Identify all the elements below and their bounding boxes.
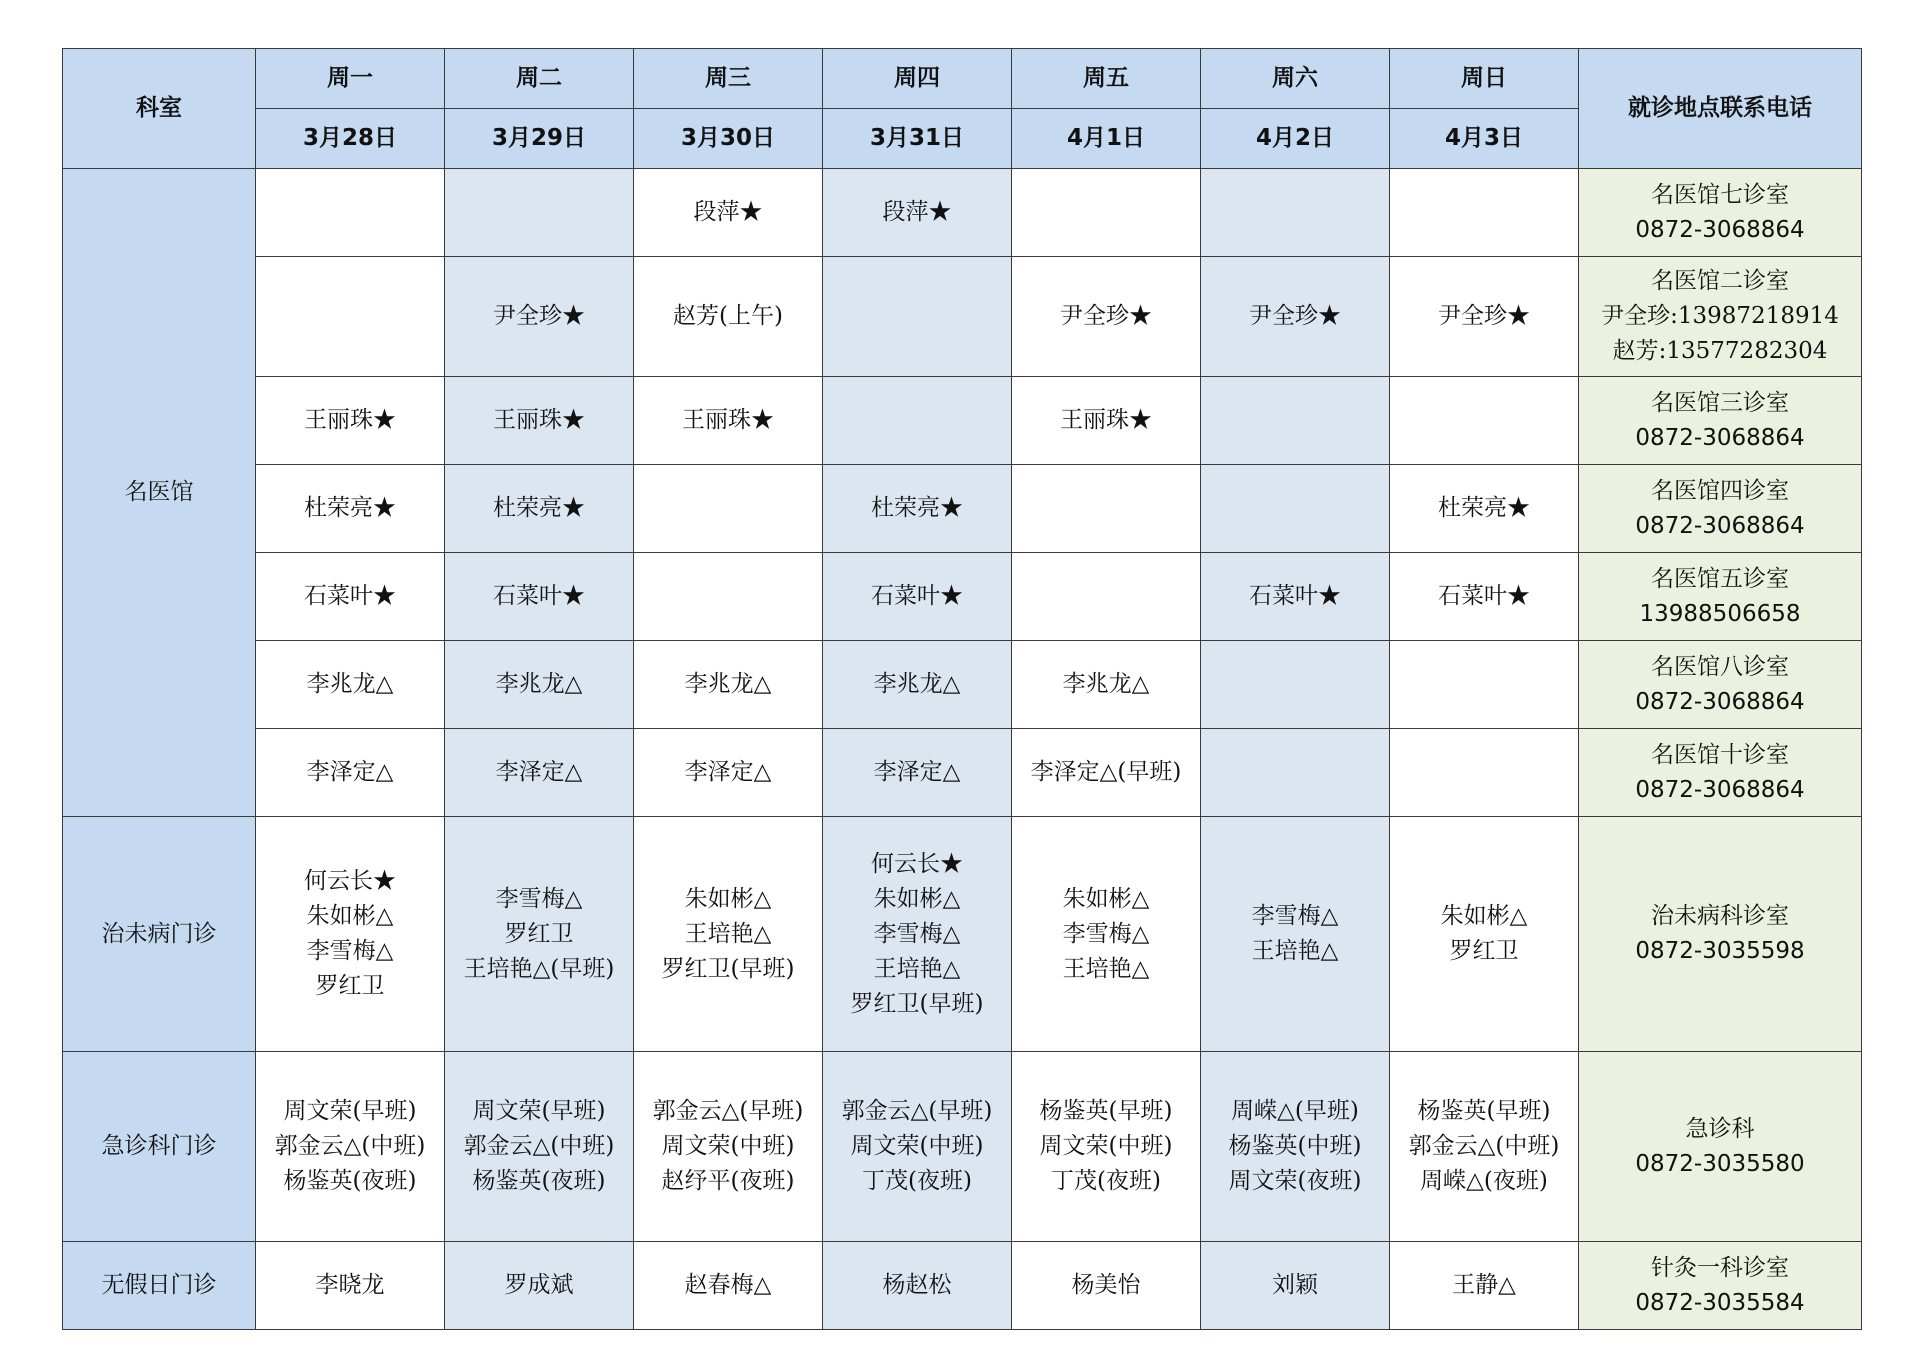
duty-cell xyxy=(1201,169,1390,257)
duty-cell xyxy=(256,817,445,1052)
doctor-name: 周文荣(夜班) xyxy=(1228,1168,1362,1194)
contact-phone: 0872-3068864 xyxy=(1635,424,1805,451)
duty-cell xyxy=(445,553,634,641)
doctor-name: 杨鉴英(早班) xyxy=(1417,1098,1551,1124)
doctor-name: 石菜叶★ xyxy=(1438,583,1530,609)
duty-cell xyxy=(1012,377,1201,465)
date-header: 3月28日 xyxy=(256,109,445,169)
room-name: 针灸一科诊室 xyxy=(1651,1254,1789,1281)
doctor-name: 段萍★ xyxy=(693,199,763,225)
date-header: 3月29日 xyxy=(445,109,634,169)
duty-cell xyxy=(1012,257,1201,377)
doctor-name: 杨鉴英(中班) xyxy=(1228,1133,1362,1159)
duty-cell xyxy=(634,1052,823,1242)
roster-row xyxy=(63,553,1862,641)
weekday-header: 周四 xyxy=(823,49,1012,109)
doctor-name: 尹全珍★ xyxy=(1249,303,1341,329)
roster-row xyxy=(63,729,1862,817)
contact-phone: 0872-3035580 xyxy=(1635,1150,1805,1177)
doctor-name: 王培艳△ xyxy=(873,955,961,982)
room-name: 治未病科诊室 xyxy=(1651,903,1789,929)
doctor-name: 李晓龙 xyxy=(315,1272,385,1298)
duty-cell xyxy=(1390,817,1579,1052)
doctor-name: 李雪梅△ xyxy=(1251,903,1339,929)
duty-cell xyxy=(1201,729,1390,817)
doctor-name: 李泽定△ xyxy=(495,759,583,785)
location-cell xyxy=(1579,1052,1862,1242)
duty-cell xyxy=(1390,465,1579,553)
dept-name: 名医馆 xyxy=(63,169,256,817)
duty-cell xyxy=(823,1052,1012,1242)
doctor-name: 尹全珍★ xyxy=(493,303,585,329)
date-header: 4月3日 xyxy=(1390,109,1579,169)
duty-cell xyxy=(634,257,823,377)
doctor-name: 王丽珠★ xyxy=(304,407,396,433)
doctor-name: 杨鉴英(夜班) xyxy=(472,1168,606,1194)
doctor-name: 李雪梅△ xyxy=(306,938,394,964)
roster-row xyxy=(63,465,1862,553)
roster-row xyxy=(63,257,1862,377)
doctor-name: 杜荣亮★ xyxy=(871,495,963,521)
doctor-name: 石菜叶★ xyxy=(1249,583,1341,609)
duty-cell xyxy=(634,729,823,817)
duty-cell xyxy=(256,729,445,817)
duty-cell xyxy=(823,1242,1012,1330)
location-cell xyxy=(1579,817,1862,1052)
doctor-name: 朱如彬△ xyxy=(1062,885,1150,912)
duty-cell xyxy=(634,817,823,1052)
doctor-name: 赵纾平(夜班) xyxy=(661,1168,795,1194)
roster-row xyxy=(63,641,1862,729)
duty-cell xyxy=(445,641,634,729)
doctor-name: 杨鉴英(夜班) xyxy=(283,1168,417,1194)
doctor-name: 李雪梅△ xyxy=(1062,920,1150,947)
duty-cell xyxy=(445,1052,634,1242)
duty-cell xyxy=(1012,465,1201,553)
dept-name: 急诊科门诊 xyxy=(63,1052,256,1242)
doctor-name: 周文荣(中班) xyxy=(661,1133,795,1159)
dept-name: 无假日门诊 xyxy=(63,1242,256,1330)
duty-cell xyxy=(1390,553,1579,641)
date-header: 3月31日 xyxy=(823,109,1012,169)
doctor-name: 杨美怡 xyxy=(1071,1272,1141,1298)
contact-phone: 0872-3035584 xyxy=(1635,1289,1805,1316)
doctor-name: 罗红卫 xyxy=(504,920,574,947)
duty-cell xyxy=(1201,641,1390,729)
duty-cell xyxy=(823,553,1012,641)
duty-cell xyxy=(1201,1052,1390,1242)
doctor-name: 尹全珍★ xyxy=(1438,303,1530,329)
doctor-name: 石菜叶★ xyxy=(871,583,963,609)
doctor-name: 王丽珠★ xyxy=(1060,407,1152,433)
duty-cell xyxy=(634,641,823,729)
doctor-name: 周嵘△(早班) xyxy=(1231,1098,1359,1124)
doctor-name: 罗红卫(早班) xyxy=(661,955,795,982)
duty-cell xyxy=(1012,1052,1201,1242)
doctor-name: 王培艳△(早班) xyxy=(463,955,615,982)
doctor-name: 罗红卫 xyxy=(315,973,385,999)
location-cell xyxy=(1579,257,1862,377)
duty-cell xyxy=(1390,169,1579,257)
doctor-name: 杜荣亮★ xyxy=(304,495,396,521)
doctor-name: 罗红卫 xyxy=(1449,938,1519,964)
duty-cell xyxy=(256,377,445,465)
weekday-header: 周三 xyxy=(634,49,823,109)
room-name: 名医馆四诊室 xyxy=(1651,477,1789,504)
duty-cell xyxy=(445,377,634,465)
contact-phone: 0872-3068864 xyxy=(1635,776,1805,803)
doctor-name: 郭金云△(早班) xyxy=(841,1098,993,1124)
room-name: 名医馆三诊室 xyxy=(1651,389,1789,416)
weekday-header: 周二 xyxy=(445,49,634,109)
doctor-name: 周文荣(中班) xyxy=(1039,1133,1173,1159)
doctor-name: 杜荣亮★ xyxy=(493,495,585,521)
doctor-name: 郭金云△(中班) xyxy=(463,1133,615,1159)
date-header: 3月30日 xyxy=(634,109,823,169)
dept-name: 治未病门诊 xyxy=(63,817,256,1052)
duty-cell xyxy=(1012,169,1201,257)
doctor-name: 周文荣(中班) xyxy=(850,1133,984,1159)
roster-row xyxy=(63,169,1862,257)
doctor-name: 赵芳(上午) xyxy=(673,303,783,329)
doctor-name: 朱如彬△ xyxy=(306,903,394,929)
doctor-name: 周文荣(早班) xyxy=(472,1098,606,1124)
weekday-header: 周六 xyxy=(1201,49,1390,109)
doctor-name: 周嵘△(夜班) xyxy=(1420,1168,1548,1194)
contact-phone: 0872-3068864 xyxy=(1635,216,1805,243)
room-name: 名医馆二诊室 xyxy=(1651,268,1789,294)
roster-header xyxy=(63,49,1862,169)
duty-cell xyxy=(445,257,634,377)
doctor-name: 周文荣(早班) xyxy=(283,1098,417,1124)
duty-cell xyxy=(823,377,1012,465)
doctor-name: 李兆龙△ xyxy=(684,671,772,697)
room-name: 名医馆七诊室 xyxy=(1651,181,1789,208)
duty-cell xyxy=(823,641,1012,729)
doctor-name: 丁茂(夜班) xyxy=(1051,1168,1161,1194)
doctor-name: 李兆龙△ xyxy=(873,671,961,697)
room-name: 名医馆八诊室 xyxy=(1651,653,1789,680)
duty-cell xyxy=(445,817,634,1052)
duty-cell xyxy=(634,1242,823,1330)
doctor-name: 李雪梅△ xyxy=(495,885,583,912)
doctor-name: 王静△ xyxy=(1452,1272,1516,1298)
doctor-name: 朱如彬△ xyxy=(873,885,961,912)
duty-cell xyxy=(823,817,1012,1052)
duty-cell xyxy=(1201,377,1390,465)
doctor-name: 郭金云△(中班) xyxy=(274,1133,426,1159)
doctor-name: 朱如彬△ xyxy=(1440,903,1528,929)
duty-cell xyxy=(1012,729,1201,817)
duty-cell xyxy=(256,1052,445,1242)
doctor-name: 李泽定△ xyxy=(684,759,772,785)
duty-cell xyxy=(634,169,823,257)
duty-cell xyxy=(445,465,634,553)
duty-cell xyxy=(1390,377,1579,465)
duty-cell xyxy=(634,377,823,465)
roster-row xyxy=(63,377,1862,465)
duty-cell xyxy=(823,729,1012,817)
duty-cell xyxy=(256,1242,445,1330)
doctor-name: 王培艳△ xyxy=(1251,938,1339,964)
room-name: 急诊科 xyxy=(1685,1115,1755,1142)
contact-phone: 0872-3068864 xyxy=(1635,512,1805,539)
room-name: 名医馆五诊室 xyxy=(1651,565,1789,592)
duty-cell xyxy=(445,729,634,817)
doctor-name: 丁茂(夜班) xyxy=(862,1168,972,1194)
duty-cell xyxy=(445,169,634,257)
weekday-header: 周一 xyxy=(256,49,445,109)
location-header: 就诊地点联系电话 xyxy=(1579,49,1862,169)
weekday-header: 周五 xyxy=(1012,49,1201,109)
location-cell xyxy=(1579,553,1862,641)
duty-cell xyxy=(1201,553,1390,641)
doctor-name: 石菜叶★ xyxy=(493,583,585,609)
doctor-name: 罗红卫(早班) xyxy=(850,990,984,1017)
duty-cell xyxy=(256,257,445,377)
doctor-name: 刘颖 xyxy=(1272,1272,1318,1298)
duty-cell xyxy=(1201,1242,1390,1330)
doctor-name: 杨鉴英(早班) xyxy=(1039,1098,1173,1124)
doctor-name: 尹全珍★ xyxy=(1060,303,1152,329)
duty-cell xyxy=(1201,465,1390,553)
doctor-name: 李兆龙△ xyxy=(1062,671,1150,697)
location-cell xyxy=(1579,729,1862,817)
doctor-name: 王培艳△ xyxy=(684,920,772,947)
doctor-name: 郭金云△(早班) xyxy=(652,1098,804,1124)
duty-cell xyxy=(634,553,823,641)
dept-header: 科室 xyxy=(63,49,256,169)
duty-cell xyxy=(823,465,1012,553)
doctor-name: 王丽珠★ xyxy=(682,407,774,433)
doctor-name: 李泽定△ xyxy=(873,759,961,785)
duty-cell xyxy=(1390,1052,1579,1242)
doctor-name: 王丽珠★ xyxy=(493,407,585,433)
doctor-name: 杨赵松 xyxy=(882,1272,952,1298)
location-cell xyxy=(1579,465,1862,553)
duty-cell xyxy=(1012,817,1201,1052)
doctor-name: 郭金云△(中班) xyxy=(1408,1133,1560,1159)
duty-cell xyxy=(1012,1242,1201,1330)
duty-cell xyxy=(1390,729,1579,817)
contact-phone: 赵芳:13577282304 xyxy=(1612,338,1828,364)
duty-cell xyxy=(256,641,445,729)
doctor-name: 李兆龙△ xyxy=(495,671,583,697)
contact-phone: 尹全珍:13987218914 xyxy=(1601,303,1839,329)
doctor-name: 朱如彬△ xyxy=(684,885,772,912)
duty-cell xyxy=(1012,553,1201,641)
doctor-name: 王培艳△ xyxy=(1062,955,1150,982)
doctor-name: 李泽定△ xyxy=(306,759,394,785)
doctor-name: 李雪梅△ xyxy=(873,920,961,947)
duty-cell xyxy=(1390,1242,1579,1330)
duty-cell xyxy=(823,257,1012,377)
location-cell xyxy=(1579,169,1862,257)
doctor-name: 何云长★ xyxy=(304,868,396,894)
roster-row xyxy=(63,1242,1862,1330)
duty-cell xyxy=(256,553,445,641)
doctor-name: 李兆龙△ xyxy=(306,671,394,697)
location-cell xyxy=(1579,1242,1862,1330)
duty-cell xyxy=(1201,257,1390,377)
location-cell xyxy=(1579,377,1862,465)
duty-cell xyxy=(1012,641,1201,729)
duty-cell xyxy=(823,169,1012,257)
duty-cell xyxy=(256,465,445,553)
contact-phone: 0872-3068864 xyxy=(1635,688,1805,715)
duty-roster-table xyxy=(62,48,1862,1330)
duty-cell xyxy=(445,1242,634,1330)
location-cell xyxy=(1579,641,1862,729)
date-header: 4月1日 xyxy=(1012,109,1201,169)
contact-phone: 0872-3035598 xyxy=(1635,938,1805,964)
duty-cell xyxy=(1390,641,1579,729)
date-header: 4月2日 xyxy=(1201,109,1390,169)
room-name: 名医馆十诊室 xyxy=(1651,741,1789,768)
doctor-name: 赵春梅△ xyxy=(684,1272,772,1298)
duty-cell xyxy=(1201,817,1390,1052)
doctor-name: 杜荣亮★ xyxy=(1438,495,1530,521)
contact-phone: 13988506658 xyxy=(1639,600,1801,627)
doctor-name: 石菜叶★ xyxy=(304,583,396,609)
doctor-name: 李泽定△(早班) xyxy=(1030,759,1182,785)
doctor-name: 段萍★ xyxy=(882,199,952,225)
duty-cell xyxy=(256,169,445,257)
duty-cell xyxy=(634,465,823,553)
weekday-header: 周日 xyxy=(1390,49,1579,109)
duty-cell xyxy=(1390,257,1579,377)
roster-row xyxy=(63,1052,1862,1242)
doctor-name: 罗成斌 xyxy=(504,1272,574,1298)
roster-body xyxy=(63,169,1862,1330)
weekday-row xyxy=(63,49,1862,109)
doctor-name: 何云长★ xyxy=(871,850,963,877)
roster-row xyxy=(63,817,1862,1052)
